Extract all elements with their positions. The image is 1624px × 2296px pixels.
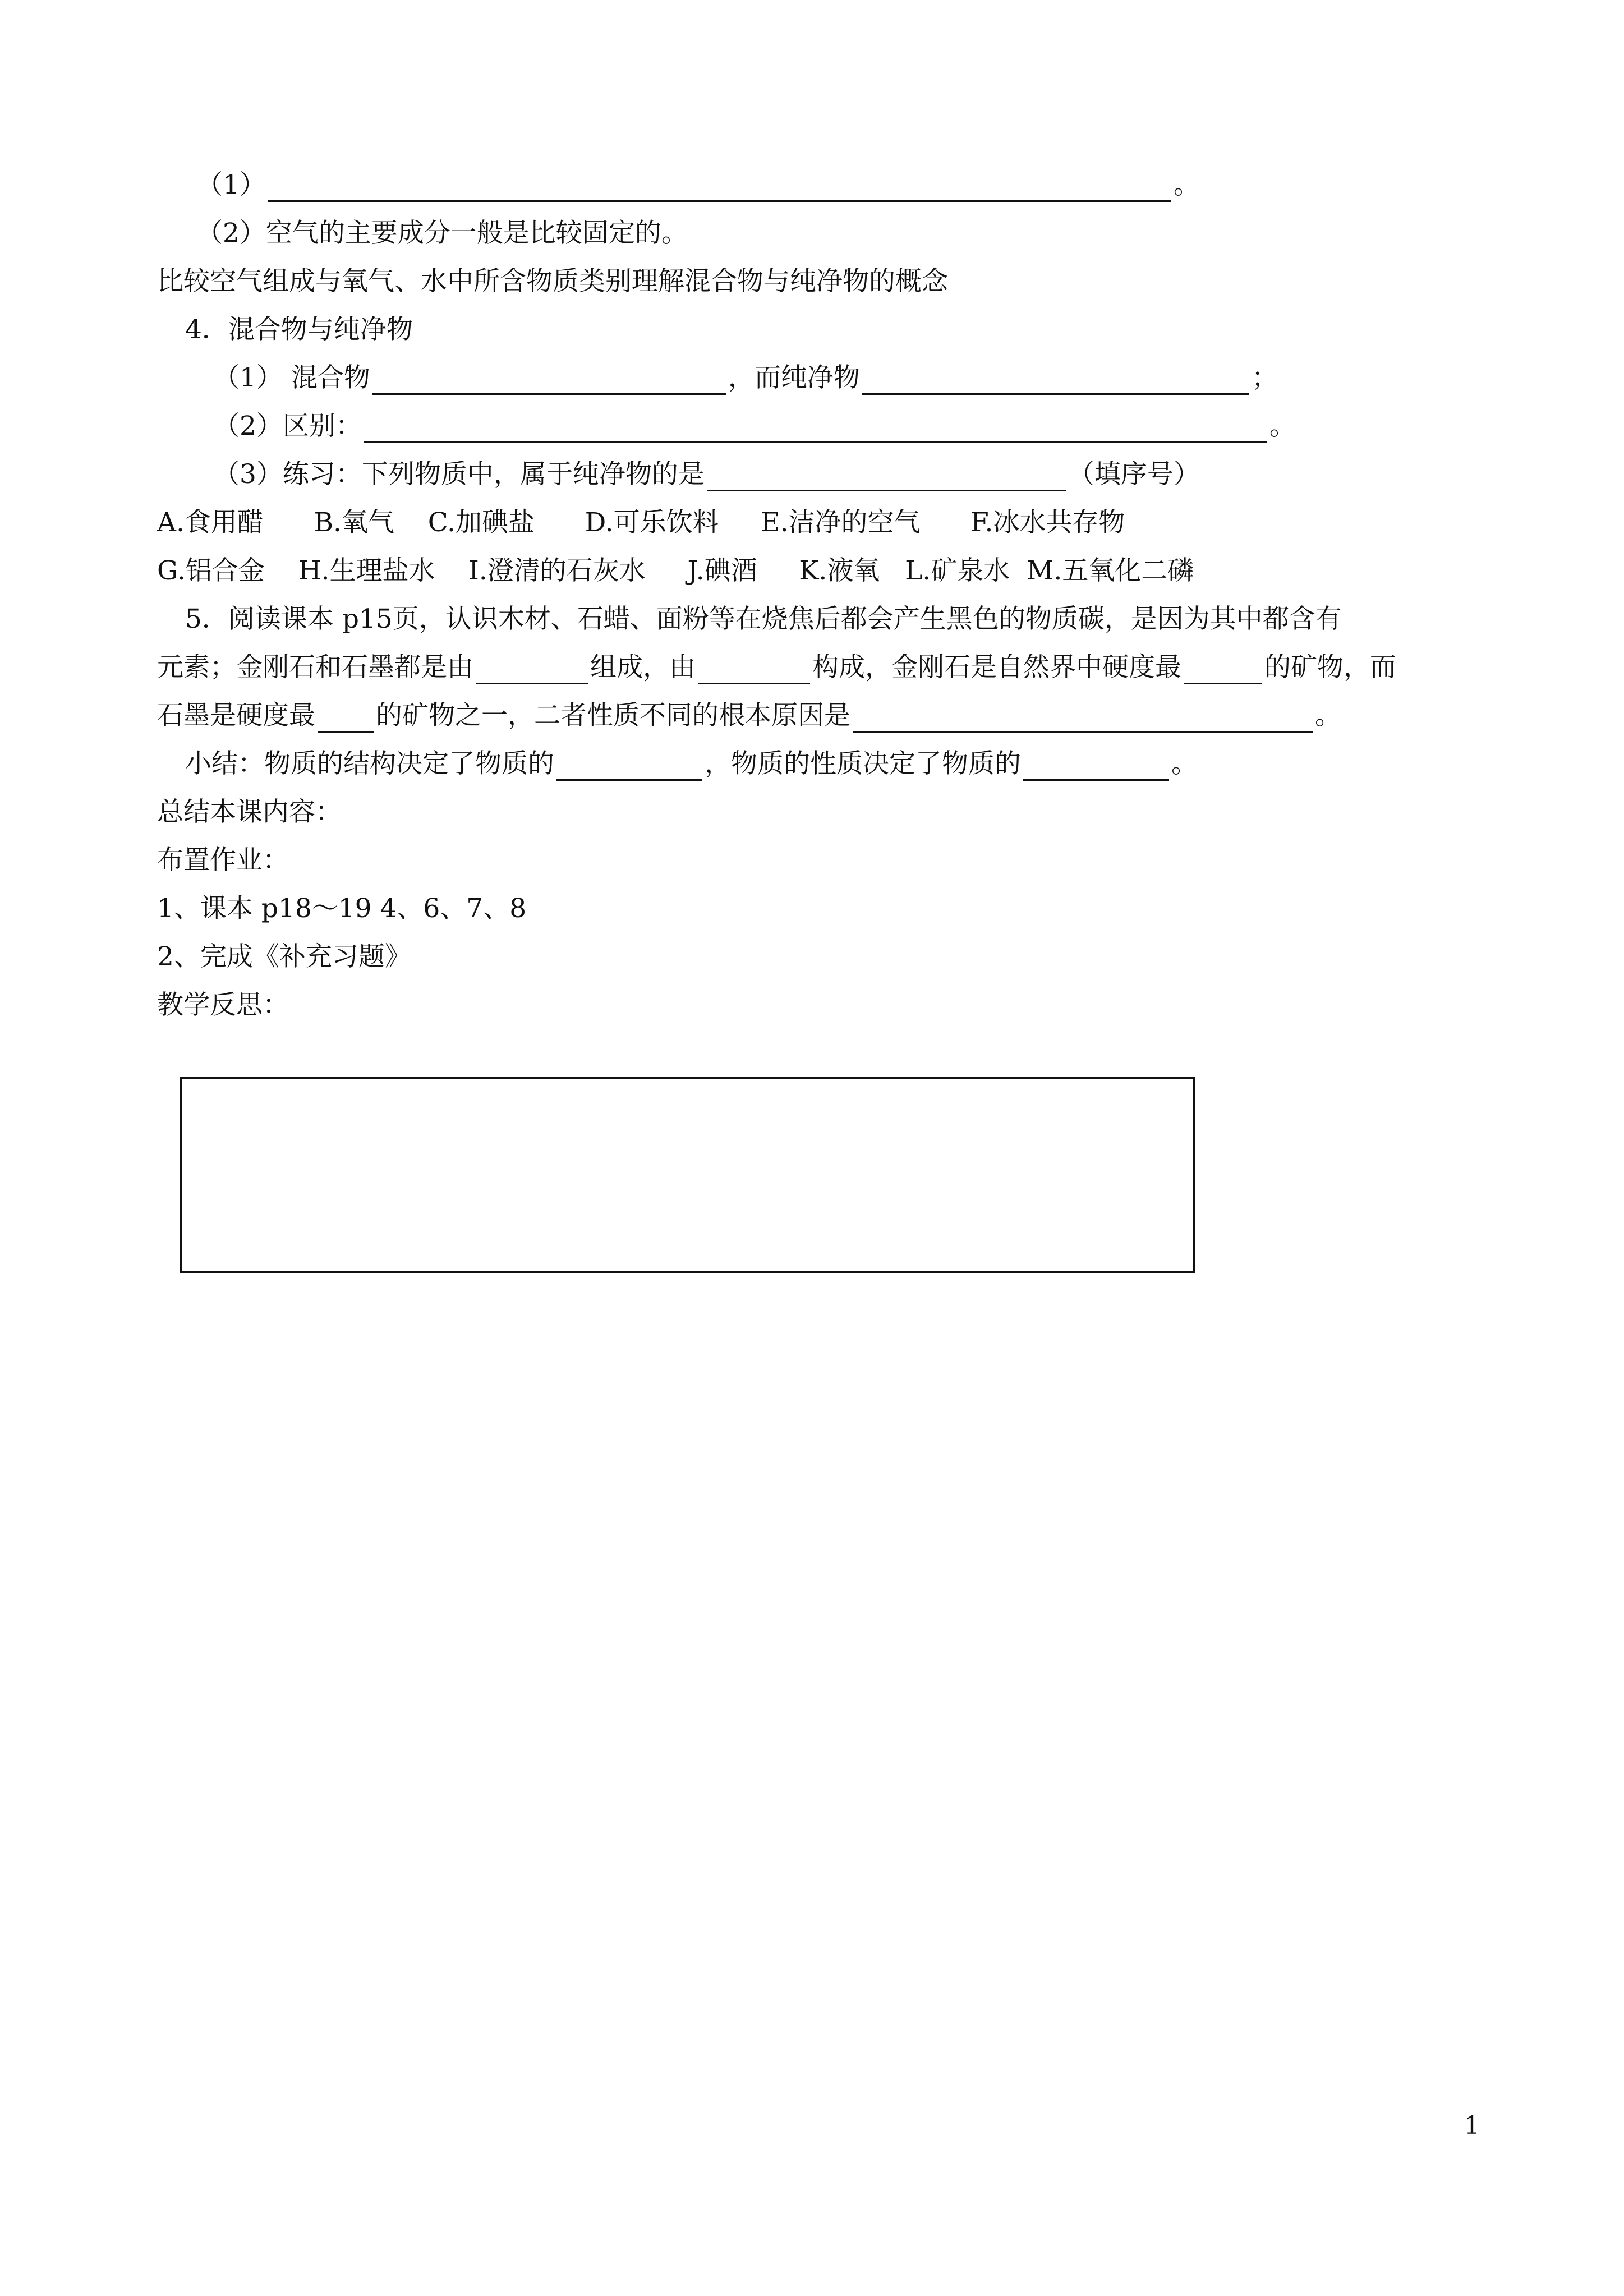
constructed-by-blank[interactable] bbox=[698, 657, 810, 684]
mixture-blank[interactable] bbox=[372, 367, 726, 395]
pure-label: ，而纯净物 bbox=[728, 362, 860, 393]
section-4-3-line bbox=[213, 458, 1200, 491]
section-4-title: 4．混合物与纯净物 bbox=[185, 314, 413, 345]
section-5-text-f: 的矿物之一，二者性质不同的根本原因是 bbox=[376, 700, 850, 731]
summary-text-b: ，物质的性质决定了物质的 bbox=[705, 748, 1021, 779]
section-5-end: 。 bbox=[1315, 700, 1341, 731]
composed-of-blank[interactable] bbox=[476, 657, 588, 684]
mixture-label: （1） 混合物 bbox=[213, 362, 370, 393]
section-5-text-d: 的矿物，而 bbox=[1264, 652, 1396, 683]
section-4-1-line bbox=[213, 361, 1278, 395]
section-5-text-e: 石墨是硬度最 bbox=[157, 700, 315, 731]
section-4-2-end: 。 bbox=[1269, 411, 1296, 441]
root-cause-blank[interactable] bbox=[853, 705, 1313, 733]
difference-label: （2）区别： bbox=[213, 411, 362, 441]
exercise-label: （3）练习：下列物质中，属于纯净物的是 bbox=[213, 459, 705, 490]
exercise-answer-blank[interactable] bbox=[707, 464, 1066, 491]
compare-instruction: 比较空气组成与氧气、水中所含物质类别理解混合物与纯净物的概念 bbox=[157, 266, 948, 297]
item-1-label: （1） bbox=[196, 169, 266, 200]
options-row-2: G.铝合金 H.生理盐水 I.澄清的石灰水 J.碘酒 K.液氧 L.矿泉水 M.五氧化二磷 bbox=[157, 555, 1194, 586]
item-1-end: 。 bbox=[1173, 169, 1200, 200]
reflection-heading: 教学反思： bbox=[157, 990, 289, 1020]
uses-blank[interactable] bbox=[1023, 753, 1169, 781]
section-5-line-2 bbox=[157, 651, 1396, 684]
homework-item-2: 2、完成《补充习题》 bbox=[157, 941, 411, 972]
softest-blank[interactable] bbox=[318, 705, 374, 733]
section-5-line-1: 5．阅读课本 p15页，认识木材、石蜡、面粉等在烧焦后都会产生黑色的物质碳，是因为其中都含有 bbox=[185, 604, 1342, 634]
section-5-text-b: 组成，由 bbox=[590, 652, 696, 683]
conclude-heading: 总结本课内容： bbox=[157, 797, 342, 827]
item-1-line bbox=[196, 168, 1200, 202]
summary-end: 。 bbox=[1171, 748, 1198, 779]
homework-heading: 布置作业： bbox=[157, 845, 289, 876]
summary-text-a: 小结：物质的结构决定了物质的 bbox=[185, 748, 554, 779]
item-2-text: （2）空气的主要成分一般是比较固定的。 bbox=[196, 218, 688, 249]
section-4-1-end: ； bbox=[1251, 362, 1278, 393]
exercise-hint: （填序号） bbox=[1068, 459, 1200, 490]
page-number: 1 bbox=[1464, 2111, 1480, 2140]
section-5-text-c: 构成，金刚石是自然界中硬度最 bbox=[812, 652, 1181, 683]
properties-blank[interactable] bbox=[556, 753, 702, 781]
section-4-2-line bbox=[213, 409, 1296, 443]
summary-line bbox=[185, 747, 1198, 781]
section-5-line-3 bbox=[157, 699, 1341, 733]
homework-item-1: 1、课本 p18～19 4、6、7、8 bbox=[157, 893, 527, 924]
pure-blank[interactable] bbox=[862, 367, 1249, 395]
reflection-box[interactable] bbox=[180, 1077, 1195, 1273]
hardest-blank[interactable] bbox=[1184, 657, 1262, 684]
difference-blank[interactable] bbox=[364, 416, 1267, 443]
section-5-text-a: 元素；金刚石和石墨都是由 bbox=[157, 652, 473, 683]
item-1-blank[interactable] bbox=[268, 174, 1171, 202]
options-row-1: A.食用醋 B.氧气 C.加碘盐 D.可乐饮料 E.洁净的空气 F.冰水共存物 bbox=[157, 507, 1125, 538]
